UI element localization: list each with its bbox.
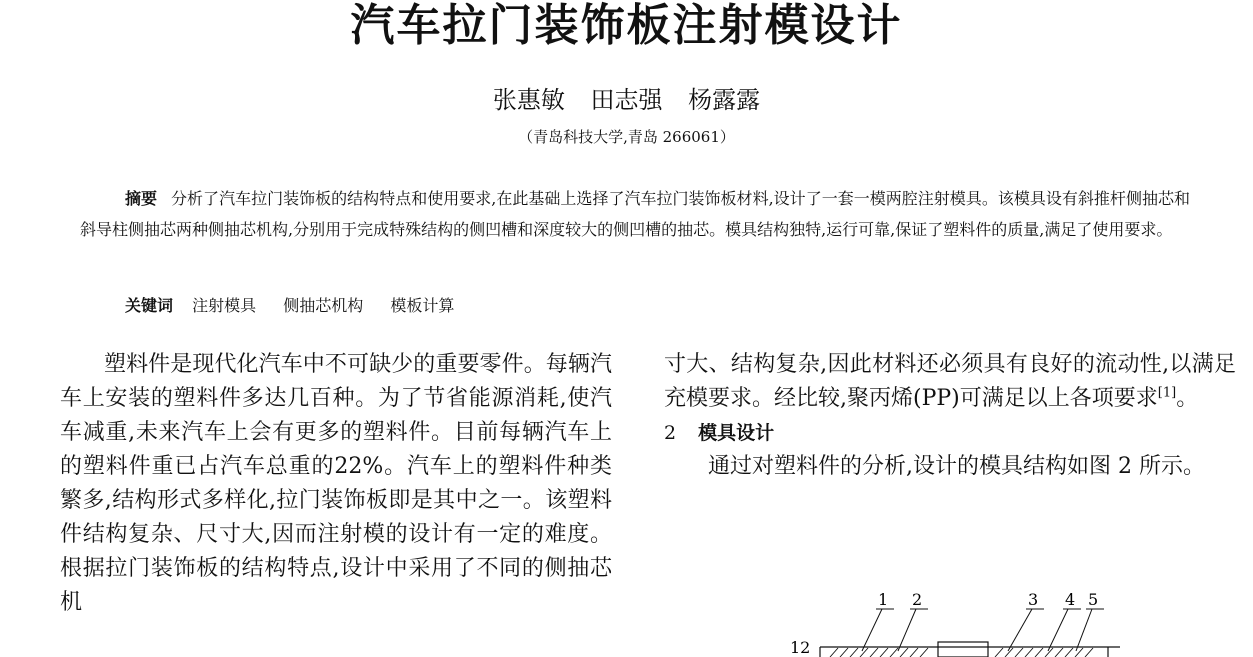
body-column-right — [664, 348, 1236, 484]
callout-label: 12 — [790, 638, 811, 657]
mold-figure — [790, 585, 1120, 657]
abstract-label: 摘要 — [125, 189, 158, 208]
author-list: 张惠敏 田志强 杨露露 — [492, 86, 761, 114]
callout-label: 2 — [912, 590, 923, 609]
keyword-term: 模板计算 — [390, 296, 455, 315]
callout-label: 5 — [1088, 590, 1099, 609]
keyword-term: 注射模具 — [192, 296, 257, 315]
section-title: 模具设计 — [698, 422, 775, 444]
body-paragraph: 通过对塑料件的分析,设计的模具结构如图 2 所示。 — [708, 454, 1205, 479]
body-paragraph: 塑料件是现代化汽车中不可缺少的重要零件。每辆汽车上安装的塑料件多达几百种。为了节省能源消耗,使汽车减重,未来汽车上会有更多的塑料件。目前每辆汽车上的塑料件重已占汽车总重的22%。汽车上的塑料件种类繁多,结构形式多样化,拉门装饰板即是其中之一。该塑料件结构复杂、尺寸大,因而注射模的设计有一定的难度。根据拉门装饰板的结构特点,设计中采用了不同的侧抽芯机 — [60, 352, 612, 615]
keyword-term: 侧抽芯机构 — [283, 296, 364, 315]
callout-label: 4 — [1065, 590, 1076, 609]
paragraph-text: 寸大、结构复杂,因此材料还必须具有良好的流动性,以满足充模要求。经比较,聚丙烯(PP)可满足以上各项要求 — [664, 352, 1236, 411]
section-heading — [664, 416, 1236, 450]
abstract-text: 分析了汽车拉门装饰板的结构特点和使用要求,在此基础上选择了汽车拉门装饰板材料,设计了一套一模两腔注射模具。该模具设有斜推杆侧抽芯和斜导柱侧抽芯两种侧抽芯机构,分别用于完成特殊结构的侧凹槽和深度较大的侧凹槽的抽芯。模具结构独特,运行可靠,保证了塑料件的质量,满足了使用要求。 — [80, 189, 1190, 239]
paper-title: 汽车拉门装饰板注射模设计 — [350, 0, 903, 51]
section-hatching — [830, 648, 1093, 657]
citation-ref: [1] — [1157, 385, 1177, 401]
paragraph-end: 。 — [1176, 386, 1199, 411]
body-column-left — [60, 348, 612, 620]
keywords-label: 关键词 — [125, 296, 174, 315]
callout-label: 3 — [1028, 590, 1039, 609]
section-number: 2 — [664, 422, 677, 444]
callout-leaders — [862, 609, 1104, 651]
body-paragraph — [664, 348, 1236, 416]
abstract — [80, 183, 1190, 245]
keywords — [125, 293, 476, 319]
callout-label: 1 — [878, 590, 889, 609]
affiliation: （青岛科技大学,青岛 266061） — [518, 128, 735, 146]
